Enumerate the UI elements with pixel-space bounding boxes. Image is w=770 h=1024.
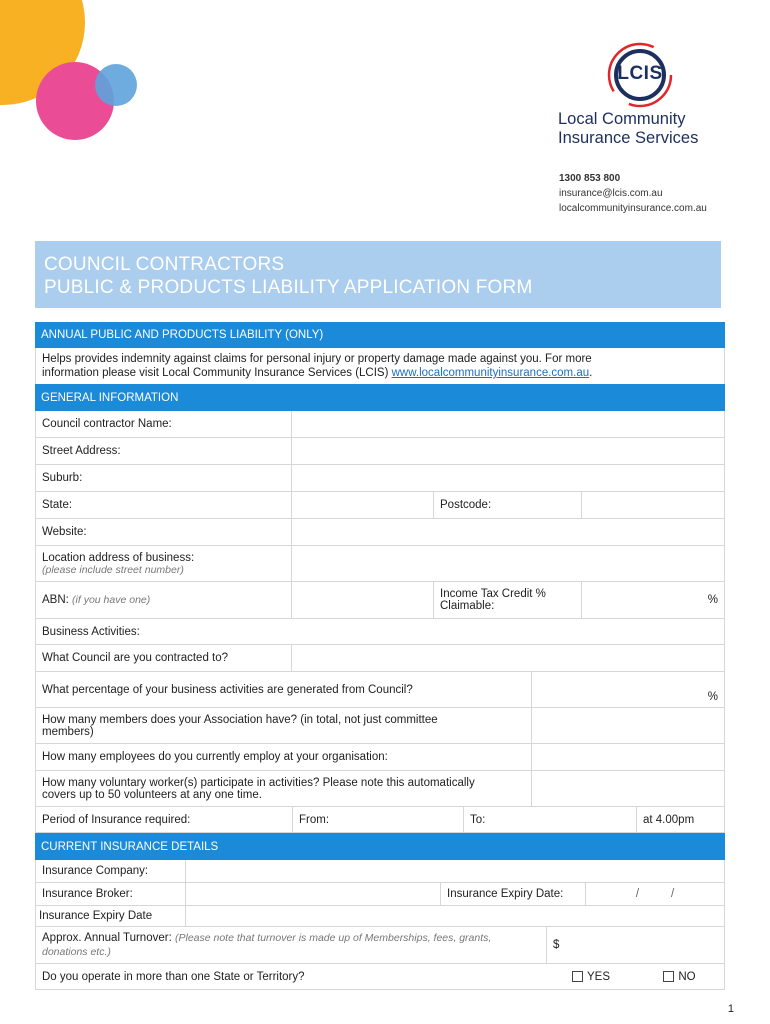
- row-volunteers: [36, 771, 724, 807]
- yes-option[interactable]: [547, 964, 635, 989]
- turnover-label: Approx. Annual Turnover:: [42, 932, 172, 944]
- section-heading-general: [35, 384, 725, 411]
- council-percentage-label: What percentage of your business activities are generated from Council?: [36, 672, 532, 707]
- period-to-label: To:: [470, 813, 486, 826]
- state-label: State:: [36, 492, 292, 518]
- row-employees: [36, 744, 724, 771]
- insurance-company-field[interactable]: [186, 860, 724, 882]
- employees-label: How many employees do you currently employ at your organisation:: [36, 744, 532, 770]
- intro-line-2-suffix: .: [589, 367, 593, 379]
- contractor-name-field[interactable]: [292, 411, 724, 437]
- section-heading-annual: [35, 322, 725, 348]
- lcis-logo: [556, 40, 746, 150]
- title-banner: [35, 241, 721, 308]
- abn-label-cell: [36, 582, 292, 618]
- volunteers-field[interactable]: [532, 771, 724, 806]
- turnover-hint-line2: donations etc.): [42, 946, 111, 958]
- row-council: [36, 645, 724, 672]
- row-turnover: [36, 927, 724, 964]
- insurance-broker-field[interactable]: [186, 883, 441, 905]
- page-number: 1: [727, 1003, 734, 1015]
- state-field[interactable]: [292, 492, 434, 518]
- row-abn: [36, 582, 724, 619]
- turnover-label-cell: [36, 927, 547, 963]
- section-heading-current: [35, 833, 725, 860]
- current-insurance-table: [35, 860, 725, 990]
- location-field[interactable]: [292, 546, 724, 581]
- postcode-field[interactable]: [582, 492, 724, 518]
- turnover-hint-line1: (Please note that turnover is made up of Memberships, fees, grants,: [174, 932, 492, 944]
- suburb-label: Suburb:: [36, 465, 292, 491]
- income-tax-field[interactable]: [582, 582, 724, 618]
- members-label-line2: members): [42, 725, 94, 738]
- row-location: [36, 546, 724, 582]
- council-percentage-field[interactable]: [532, 672, 724, 707]
- section-heading-current-text: CURRENT INSURANCE DETAILS: [41, 840, 219, 853]
- period-from-field[interactable]: [293, 807, 464, 832]
- income-tax-label-line2: Claimable:: [440, 600, 495, 612]
- members-label: [36, 708, 532, 743]
- business-activities-label: Business Activities:: [42, 625, 140, 638]
- general-info-table: [35, 411, 725, 833]
- intro-line-1: Helps provides indemnity against claims for personal injury or property damage made against you. For more: [42, 353, 592, 365]
- council-percentage-percent: %: [707, 691, 718, 703]
- no-label: NO: [678, 970, 696, 983]
- location-label: Location address of business:: [42, 551, 195, 564]
- row-period: [36, 807, 724, 833]
- expiry-date-field[interactable]: / /: [635, 888, 675, 900]
- row-state-postcode: [36, 492, 724, 519]
- multi-state-label: Do you operate in more than one State or Territory?: [42, 970, 305, 983]
- contact-email[interactable]: insurance@lcis.com.au: [559, 188, 663, 199]
- turnover-field[interactable]: [547, 927, 724, 963]
- income-tax-percent: %: [707, 594, 718, 606]
- row-contractor-name: [36, 411, 724, 438]
- row-council-percentage: [36, 672, 724, 708]
- yes-checkbox[interactable]: [572, 971, 583, 982]
- abn-hint: (if you have one): [72, 594, 151, 606]
- decor-blue-circle: [95, 64, 137, 106]
- section-heading-general-text: GENERAL INFORMATION: [41, 391, 179, 404]
- website-label: Website:: [36, 519, 292, 545]
- council-label: What Council are you contracted to?: [36, 645, 292, 671]
- employees-field[interactable]: [532, 744, 724, 770]
- lcis-logo-text: LCIS: [617, 63, 663, 84]
- row-street-address: [36, 438, 724, 465]
- street-address-field[interactable]: [292, 438, 724, 464]
- row-business-activities: [36, 619, 724, 645]
- row-website: [36, 519, 724, 546]
- row-members: [36, 708, 724, 744]
- insurance-company-label: Insurance Company:: [36, 860, 186, 882]
- company-name-line2: Insurance Services: [558, 129, 699, 147]
- contact-phone: 1300 853 800: [559, 173, 621, 184]
- insurance-expiry-field[interactable]: [186, 906, 724, 926]
- suburb-field[interactable]: [292, 465, 724, 491]
- members-field[interactable]: [532, 708, 724, 743]
- volunteers-label-line1: How many voluntary worker(s) participate in activities? Please note this automatically: [42, 776, 475, 789]
- period-from-label: From:: [299, 813, 330, 826]
- title-line-1: COUNCIL CONTRACTORS: [44, 254, 285, 275]
- contact-website[interactable]: localcommunityinsurance.com.au: [559, 203, 707, 214]
- period-label: Period of Insurance required:: [36, 807, 293, 832]
- period-time: at 4.00pm: [643, 813, 695, 826]
- insurance-broker-label: Insurance Broker:: [36, 883, 186, 905]
- period-to-field[interactable]: [464, 807, 637, 832]
- website-field[interactable]: [292, 519, 724, 545]
- members-label-line1: How many members does your Association have? (in total, not just committee: [42, 713, 438, 726]
- row-suburb: [36, 465, 724, 492]
- row-expiry-date: [36, 906, 724, 927]
- expiry-date-label: Insurance Expiry Date:: [441, 883, 586, 905]
- street-address-label: Street Address:: [36, 438, 292, 464]
- abn-field[interactable]: [292, 582, 434, 618]
- contractor-name-label: Council contractor Name:: [36, 411, 292, 437]
- location-label-cell: [36, 546, 292, 581]
- insurance-expiry-label: Insurance Expiry Date: [36, 906, 186, 926]
- income-tax-label: [434, 582, 582, 618]
- council-field[interactable]: [292, 645, 724, 671]
- company-name-line1: Local Community: [558, 110, 686, 128]
- row-insurance-broker: [36, 883, 724, 906]
- abn-label: ABN:: [42, 594, 69, 606]
- row-insurance-company: [36, 860, 724, 883]
- postcode-label: Postcode:: [434, 492, 582, 518]
- lcis-website-link[interactable]: www.localcommunityinsurance.com.au: [391, 367, 590, 379]
- turnover-dollar: $: [553, 939, 560, 951]
- annual-intro: [35, 348, 725, 384]
- intro-line-2: [42, 366, 718, 380]
- volunteers-label: [36, 771, 532, 806]
- application-form: [35, 322, 725, 990]
- intro-line-2-text: information please visit Local Community Insurance Services (LCIS): [42, 367, 392, 379]
- row-multi-state: [36, 964, 724, 990]
- yes-label: YES: [586, 970, 610, 983]
- no-option[interactable]: [635, 964, 724, 989]
- no-checkbox[interactable]: [663, 971, 674, 982]
- volunteers-label-line2: covers up to 50 volunteers at any one time.: [42, 788, 262, 801]
- income-tax-label-line1: Income Tax Credit %: [440, 588, 546, 600]
- title-line-2: PUBLIC & PRODUCTS LIABILITY APPLICATION FORM: [44, 277, 533, 298]
- section-heading-annual-text: ANNUAL PUBLIC AND PRODUCTS LIABILITY (ONLY): [41, 329, 324, 341]
- location-hint: (please include street number): [42, 563, 184, 576]
